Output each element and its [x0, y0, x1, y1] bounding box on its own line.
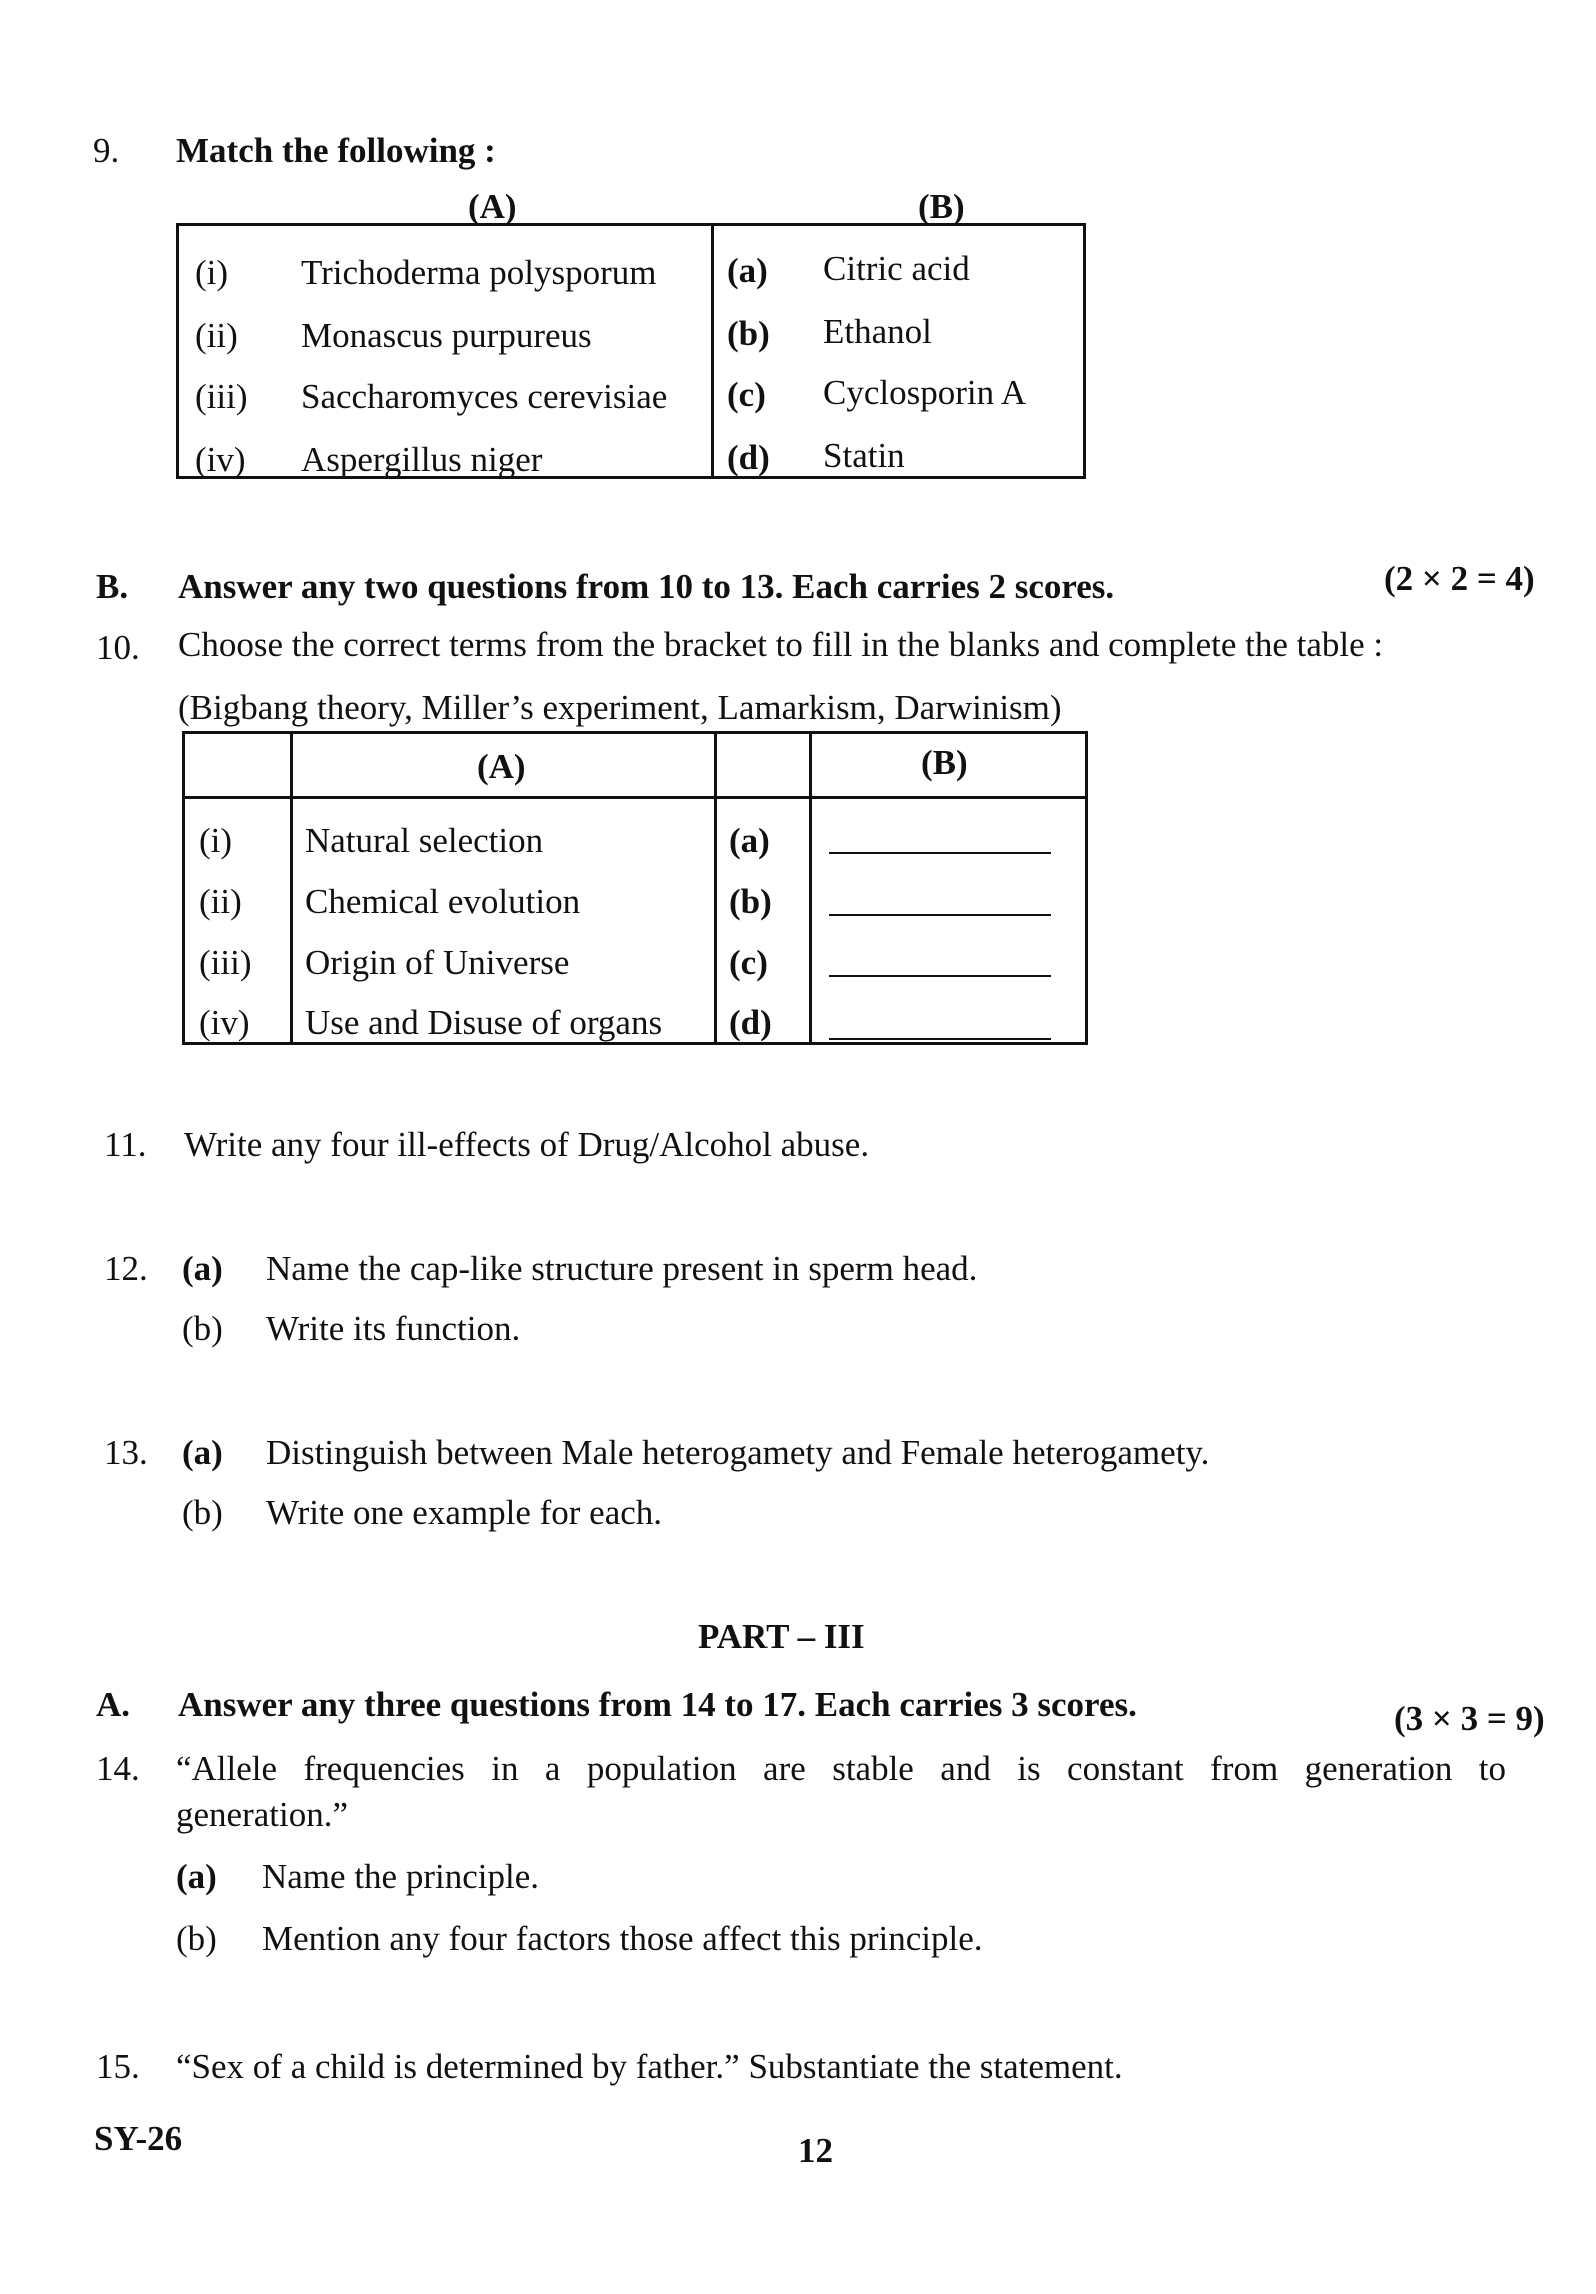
- q10-text: Choose the correct terms from the bracket to fill in the blanks and complete the table :: [178, 625, 1384, 664]
- q10-col-a-header: (A): [477, 747, 526, 786]
- q9-match-table: [176, 223, 1086, 479]
- q9-row-a: Trichoderma polysporum: [301, 253, 657, 292]
- footer-paper-code: SY-26: [94, 2119, 183, 2158]
- table-divider: [714, 734, 717, 1042]
- q9-row-num: (i): [195, 253, 229, 292]
- section-a-letter: A.: [96, 1685, 131, 1724]
- section-b-letter: B.: [96, 567, 129, 606]
- q15-text: “Sex of a child is determined by father.” Substantiate the statement.: [176, 2047, 1123, 2086]
- q13-a-text: Distinguish between Male heterogamety and Female heterogamety.: [266, 1433, 1210, 1472]
- q9-row-letter: (b): [727, 314, 770, 353]
- q14-statement-line2: generation.”: [176, 1795, 348, 1834]
- q14-number: 14.: [96, 1749, 140, 1788]
- q9-row-letter: (d): [727, 438, 770, 477]
- q12-b-text: Write its function.: [266, 1309, 521, 1348]
- q13-b-text: Write one example for each.: [266, 1493, 663, 1532]
- part-3-title: PART – III: [698, 1617, 865, 1656]
- q12-a-text: Name the cap-like structure present in sperm head.: [266, 1249, 978, 1288]
- q9-number: 9.: [93, 131, 120, 170]
- q12-number: 12.: [104, 1249, 148, 1288]
- footer-page-number: 12: [798, 2131, 833, 2170]
- q14-b-text: Mention any four factors those affect this principle.: [262, 1919, 983, 1958]
- q12-b-label: (b): [182, 1309, 223, 1348]
- q9-col-a-header: (A): [468, 187, 517, 226]
- answer-blank: [829, 914, 1051, 916]
- answer-blank: [829, 1038, 1051, 1040]
- q10-row-letter: (c): [729, 943, 768, 982]
- q10-number: 10.: [96, 628, 140, 667]
- table-header-divider: [185, 796, 1085, 799]
- q9-row-b: Citric acid: [823, 249, 970, 288]
- q10-row-a: Natural selection: [305, 821, 544, 860]
- q9-row-b: Ethanol: [823, 312, 932, 351]
- q15-number: 15.: [96, 2047, 140, 2086]
- q9-row-a: Saccharomyces cerevisiae: [301, 377, 668, 416]
- q10-row-num: (iii): [199, 943, 252, 982]
- section-b-instruction: Answer any two questions from 10 to 13. Each carries 2 scores.: [178, 567, 1115, 606]
- q14-b-label: (b): [176, 1919, 217, 1958]
- q11-number: 11.: [104, 1125, 147, 1164]
- q10-row-num: (iv): [199, 1003, 250, 1042]
- q10-fill-table: [182, 731, 1088, 1045]
- q11-text: Write any four ill-effects of Drug/Alcohol abuse.: [184, 1125, 870, 1164]
- q10-row-num: (i): [199, 821, 233, 860]
- answer-blank: [829, 852, 1051, 854]
- q10-row-letter: (a): [729, 821, 770, 860]
- q10-row-num: (ii): [199, 882, 242, 921]
- q10-row-a: Use and Disuse of organs: [305, 1003, 663, 1042]
- table-divider: [711, 226, 714, 476]
- q13-number: 13.: [104, 1433, 148, 1472]
- q13-a-label: (a): [182, 1433, 223, 1472]
- answer-blank: [829, 975, 1051, 977]
- q9-col-b-header: (B): [918, 187, 965, 226]
- q12-a-label: (a): [182, 1249, 223, 1288]
- q14-a-text: Name the principle.: [262, 1857, 539, 1896]
- q9-row-letter: (a): [727, 251, 768, 290]
- q9-row-num: (iv): [195, 440, 246, 479]
- q10-row-a: Chemical evolution: [305, 882, 581, 921]
- section-b-score: (2 × 2 = 4): [1384, 559, 1535, 598]
- q13-b-label: (b): [182, 1493, 223, 1532]
- q10-options: (Bigbang theory, Miller’s experiment, Lamarkism, Darwinism): [178, 688, 1062, 727]
- table-divider: [809, 734, 812, 1042]
- q9-row-a: Monascus purpureus: [301, 316, 592, 355]
- q9-row-b: Cyclosporin A: [823, 373, 1027, 412]
- q10-row-letter: (b): [729, 882, 772, 921]
- section-a-instruction: Answer any three questions from 14 to 17. Each carries 3 scores.: [178, 1685, 1137, 1724]
- q9-text: Match the following :: [176, 131, 496, 170]
- q10-row-letter: (d): [729, 1003, 772, 1042]
- q14-statement-line1: “Allele frequencies in a population are stable and is constant from generation to: [176, 1749, 1506, 1788]
- q9-row-num: (iii): [195, 377, 248, 416]
- q14-a-label: (a): [176, 1857, 217, 1896]
- table-divider: [290, 734, 293, 1042]
- q9-row-num: (ii): [195, 316, 238, 355]
- q9-row-a: Aspergillus niger: [301, 440, 543, 479]
- q10-row-a: Origin of Universe: [305, 943, 570, 982]
- q9-row-b: Statin: [823, 436, 905, 475]
- section-a-score: (3 × 3 = 9): [1394, 1699, 1545, 1738]
- q9-row-letter: (c): [727, 375, 766, 414]
- q10-col-b-header: (B): [921, 743, 968, 782]
